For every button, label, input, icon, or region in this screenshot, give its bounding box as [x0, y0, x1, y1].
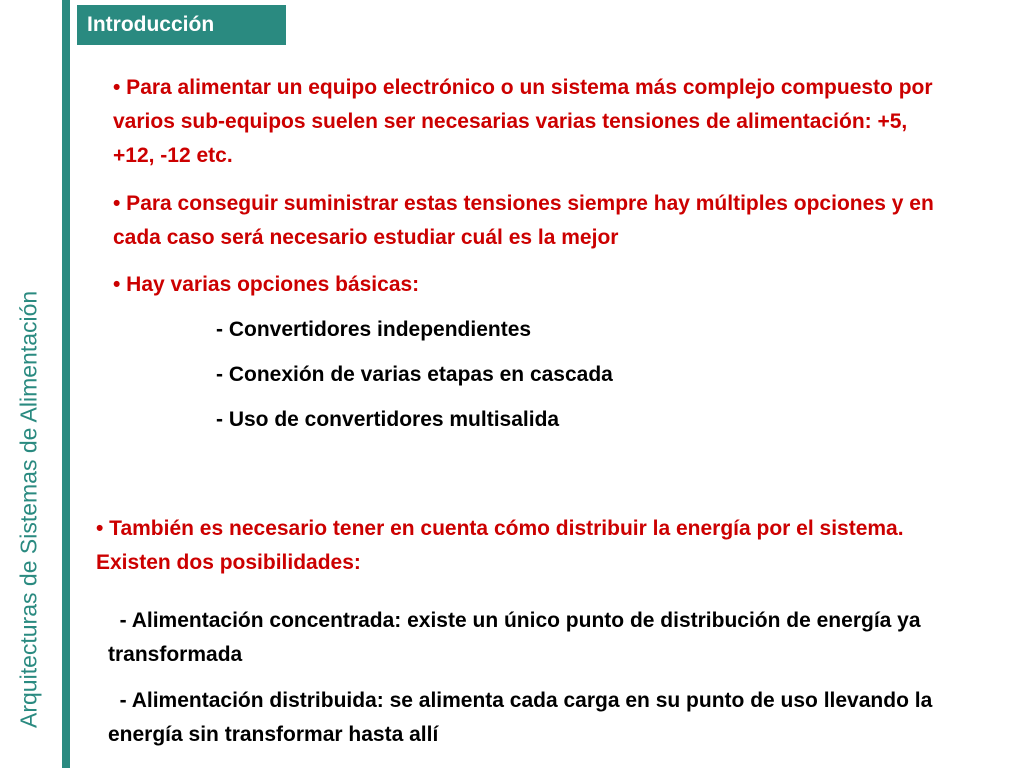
bullet-alimentar: • Para alimentar un equipo electrónico o un sistema más complejo compuesto por varios sub-equipos suelen ser necesarias varias tensiones de alimentación: +5, +12, -12 etc. — [113, 76, 933, 167]
bullet-distribucion: • También es necesario tener en cuenta cómo distribuir la energía por el sistema. Existen dos posibilidades: — [96, 517, 904, 574]
section-tab: Introducción — [77, 5, 286, 45]
bullet-conseguir: • Para conseguir suministrar estas tensiones siempre hay múltiples opciones y en cada caso será necesario estudiar cuál es la mejor — [113, 192, 934, 249]
distribution-option: - Alimentación concentrada: existe un único punto de distribución de energía ya transformada — [108, 609, 927, 666]
option-item: - Convertidores independientes — [216, 318, 532, 341]
side-accent-bar — [62, 0, 70, 768]
option-item: - Conexión de varias etapas en cascada — [216, 363, 613, 386]
vertical-title-text: Arquitecturas de Sistemas de Alimentación — [15, 290, 42, 728]
option-item: - Uso de convertidores multisalida — [216, 408, 560, 431]
bullet-opciones-basicas: • Hay varias opciones básicas: — [113, 273, 420, 296]
vertical-title — [0, 0, 58, 768]
distribution-option: - Alimentación distribuida: se alimenta cada carga en su punto de uso llevando la energía sin transformar hasta allí — [108, 689, 939, 746]
